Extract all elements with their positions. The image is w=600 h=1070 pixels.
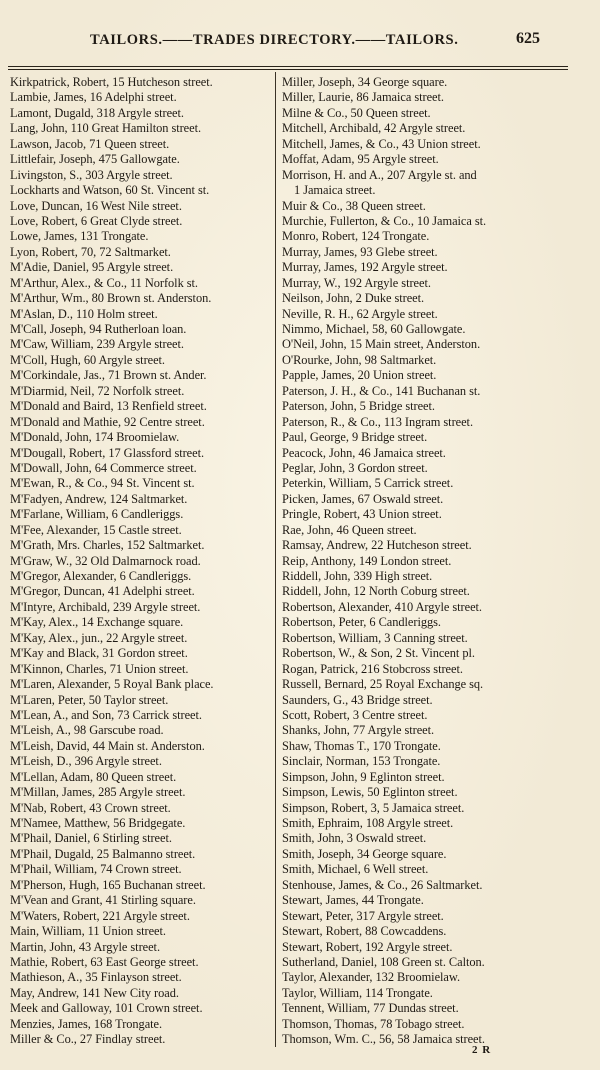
directory-entry: May, Andrew, 141 New City road. bbox=[10, 985, 179, 1000]
directory-entry: Stewart, Robert, 192 Argyle street. bbox=[282, 939, 453, 954]
directory-entry: Milne & Co., 50 Queen street. bbox=[282, 105, 431, 120]
running-header bbox=[20, 28, 580, 52]
directory-entry: Love, Duncan, 16 West Nile street. bbox=[10, 198, 182, 213]
directory-entry: Mathieson, A., 35 Finlayson street. bbox=[10, 970, 182, 985]
directory-entry: Peacock, John, 46 Jamaica street. bbox=[282, 445, 446, 460]
directory-entry: Paterson, J. H., & Co., 141 Buchanan st. bbox=[282, 383, 481, 398]
directory-entry: Tennent, William, 77 Dundas street. bbox=[282, 1001, 459, 1016]
directory-entry: Robertson, Alexander, 410 Argyle street. bbox=[282, 599, 482, 614]
directory-entry: Murray, James, 192 Argyle street. bbox=[282, 260, 448, 275]
directory-entry: Stewart, Peter, 317 Argyle street. bbox=[282, 908, 444, 923]
directory-entry: Papple, James, 20 Union street. bbox=[282, 368, 437, 383]
directory-entry: M'Donald, John, 174 Broomielaw. bbox=[10, 430, 180, 445]
directory-entry: Stewart, Robert, 88 Cowcaddens. bbox=[282, 924, 447, 939]
directory-entry: Miller, Joseph, 34 George square. bbox=[282, 75, 448, 89]
directory-entry: M'Diarmid, Neil, 72 Norfolk street. bbox=[10, 383, 185, 398]
directory-entry: Rogan, Patrick, 216 Stobcross street. bbox=[282, 661, 463, 676]
directory-entry: Paul, George, 9 Bridge street. bbox=[282, 430, 428, 445]
directory-entry: M'Call, Joseph, 94 Rutherloan loan. bbox=[10, 322, 187, 336]
directory-entry: M'Adie, Daniel, 95 Argyle street. bbox=[10, 260, 174, 275]
directory-entry: Saunders, G., 43 Bridge street. bbox=[282, 692, 433, 707]
directory-entry: Neilson, John, 2 Duke street. bbox=[282, 291, 425, 306]
directory-entry: Neville, R. H., 62 Argyle street. bbox=[282, 306, 438, 321]
right-column bbox=[282, 75, 560, 1048]
header-rule bbox=[8, 66, 568, 67]
directory-entry: Meek and Galloway, 101 Crown street. bbox=[10, 1001, 203, 1016]
directory-entry: Russell, Bernard, 25 Royal Exchange sq. bbox=[282, 677, 484, 692]
page-number: 625 bbox=[516, 30, 540, 47]
directory-entry: M'Lean, A., and Son, 73 Carrick street. bbox=[10, 707, 202, 722]
directory-entry: Peterkin, William, 5 Carrick street. bbox=[282, 476, 454, 491]
directory-entry: M'Graw, W., 32 Old Dalmarnock road. bbox=[10, 553, 201, 568]
directory-entry: M'Gregor, Duncan, 41 Adelphi street. bbox=[10, 584, 195, 599]
directory-entry: Shanks, John, 77 Argyle street. bbox=[282, 723, 435, 738]
directory-entry: M'Coll, Hugh, 60 Argyle street. bbox=[10, 352, 165, 367]
header-rule-thin bbox=[8, 69, 568, 70]
directory-entry: Stenhouse, James, & Co., 26 Saltmarket. bbox=[282, 877, 483, 892]
directory-entry: M'Arthur, Wm., 80 Brown st. Anderston. bbox=[10, 291, 212, 306]
directory-entry: O'Neil, John, 15 Main street, Anderston. bbox=[282, 337, 481, 352]
directory-entry: Simpson, Robert, 3, 5 Jamaica street. bbox=[282, 800, 465, 815]
directory-entry: M'Kinnon, Charles, 71 Union street. bbox=[10, 661, 189, 676]
directory-entry: Muir & Co., 38 Queen street. bbox=[282, 198, 426, 213]
directory-entry: Rae, John, 46 Queen street. bbox=[282, 522, 417, 537]
directory-entry: Nimmo, Michael, 58, 60 Gallowgate. bbox=[282, 322, 466, 336]
directory-entry: Lowe, James, 131 Trongate. bbox=[10, 229, 149, 244]
directory-entry: Paterson, John, 5 Bridge street. bbox=[282, 399, 435, 414]
page-title: TAILORS.——TRADES DIRECTORY.——TAILORS. bbox=[90, 32, 459, 48]
directory-entry: Murray, W., 192 Argyle street. bbox=[282, 275, 431, 290]
directory-entry: O'Rourke, John, 98 Saltmarket. bbox=[282, 352, 437, 367]
directory-entry: M'Ewan, R., & Co., 94 St. Vincent st. bbox=[10, 476, 195, 491]
directory-entry: M'Arthur, Alex., & Co., 11 Norfolk st. bbox=[10, 275, 198, 290]
directory-entry: M'Donald and Mathie, 92 Centre street. bbox=[10, 414, 205, 429]
directory-entry: Love, Robert, 6 Great Clyde street. bbox=[10, 213, 183, 228]
directory-entry: M'Caw, William, 239 Argyle street. bbox=[10, 337, 184, 352]
directory-entry: M'Laren, Alexander, 5 Royal Bank place. bbox=[10, 677, 214, 692]
directory-entry: Taylor, Alexander, 132 Broomielaw. bbox=[282, 970, 461, 985]
directory-entry: Martin, John, 43 Argyle street. bbox=[10, 939, 160, 954]
directory-entry: M'Phail, Dugald, 25 Balmanno street. bbox=[10, 846, 196, 861]
directory-entry: M'Millan, James, 285 Argyle street. bbox=[10, 785, 186, 800]
directory-entry: Main, William, 11 Union street. bbox=[10, 924, 166, 939]
directory-entry: Thomson, Wm. C., 56, 58 Jamaica street. bbox=[282, 1032, 485, 1047]
directory-entry: Lockharts and Watson, 60 St. Vincent st. bbox=[10, 183, 210, 198]
directory-entry: Smith, Ephraim, 108 Argyle street. bbox=[282, 816, 454, 830]
directory-entry: Picken, James, 67 Oswald street. bbox=[282, 491, 444, 506]
directory-entry: M'Donald and Baird, 13 Renfield street. bbox=[10, 399, 207, 414]
directory-entry: Robertson, W., & Son, 2 St. Vincent pl. bbox=[282, 646, 475, 661]
column-divider bbox=[275, 72, 276, 1047]
directory-entry: Monro, Robert, 124 Trongate. bbox=[282, 229, 430, 244]
directory-entry: M'Dougall, Robert, 17 Glassford street. bbox=[10, 445, 205, 460]
directory-entry: M'Fee, Alexander, 15 Castle street. bbox=[10, 522, 182, 537]
directory-entry: 1 Jamaica street. bbox=[294, 183, 376, 198]
directory-entry: M'Lellan, Adam, 80 Queen street. bbox=[10, 769, 177, 784]
directory-entry: M'Leish, A., 98 Garscube road. bbox=[10, 723, 164, 738]
directory-entry: Lyon, Robert, 70, 72 Saltmarket. bbox=[10, 244, 171, 259]
directory-entry: Moffat, Adam, 95 Argyle street. bbox=[282, 152, 439, 167]
directory-entry: M'Leish, David, 44 Main st. Anderston. bbox=[10, 738, 205, 753]
directory-entry: Mitchell, Archibald, 42 Argyle street. bbox=[282, 121, 466, 136]
directory-entry: Miller & Co., 27 Findlay street. bbox=[10, 1032, 166, 1047]
directory-entry: Stewart, James, 44 Trongate. bbox=[282, 893, 424, 908]
directory-entry: M'Farlane, William, 6 Candleriggs. bbox=[10, 507, 184, 522]
directory-entry: Peglar, John, 3 Gordon street. bbox=[282, 460, 428, 475]
directory-entry: M'Laren, Peter, 50 Taylor street. bbox=[10, 692, 169, 707]
directory-entry: M'Phail, William, 74 Crown street. bbox=[10, 862, 182, 877]
directory-entry: Mathie, Robert, 63 East George street. bbox=[10, 954, 199, 969]
directory-entry: M'Waters, Robert, 221 Argyle street. bbox=[10, 908, 190, 923]
directory-entry: Lambie, James, 16 Adelphi street. bbox=[10, 90, 177, 105]
directory-entry: Murray, James, 93 Glebe street. bbox=[282, 244, 438, 259]
directory-entry: Morrison, H. and A., 207 Argyle st. and bbox=[282, 167, 477, 182]
directory-entry: M'Vean and Grant, 41 Stirling square. bbox=[10, 893, 196, 908]
directory-entry: Smith, Joseph, 34 George square. bbox=[282, 846, 447, 861]
directory-entry: M'Namee, Matthew, 56 Bridgegate. bbox=[10, 816, 186, 830]
directory-entry: Simpson, Lewis, 50 Eglinton street. bbox=[282, 785, 458, 800]
directory-entry: Shaw, Thomas T., 170 Trongate. bbox=[282, 738, 441, 753]
directory-entry: M'Fadyen, Andrew, 124 Saltmarket. bbox=[10, 491, 188, 506]
directory-entry: Robertson, Peter, 6 Candleriggs. bbox=[282, 615, 441, 630]
directory-entry: Smith, Michael, 6 Well street. bbox=[282, 862, 429, 877]
directory-entry: M'Pherson, Hugh, 165 Buchanan street. bbox=[10, 877, 206, 892]
directory-entry: M'Phail, Daniel, 6 Stirling street. bbox=[10, 831, 172, 846]
directory-entry: Murchie, Fullerton, & Co., 10 Jamaica st. bbox=[282, 213, 487, 228]
directory-entry: Sinclair, Norman, 153 Trongate. bbox=[282, 754, 441, 769]
directory-entry: M'Gregor, Alexander, 6 Candleriggs. bbox=[10, 569, 192, 583]
directory-entry: M'Corkindale, Jas., 71 Brown st. Ander. bbox=[10, 368, 207, 383]
directory-entry: M'Leish, D., 396 Argyle street. bbox=[10, 754, 162, 769]
directory-entry: M'Aslan, D., 110 Holm street. bbox=[10, 306, 158, 321]
directory-entry: Taylor, William, 114 Trongate. bbox=[282, 985, 433, 1000]
left-column bbox=[10, 75, 272, 1048]
directory-entry: M'Nab, Robert, 43 Crown street. bbox=[10, 800, 171, 815]
directory-entry: Mitchell, James, & Co., 43 Union street. bbox=[282, 136, 481, 151]
directory-entry: Livingston, S., 303 Argyle street. bbox=[10, 167, 173, 182]
directory-entry: Miller, Laurie, 86 Jamaica street. bbox=[282, 90, 444, 105]
directory-entry: Lawson, Jacob, 71 Queen street. bbox=[10, 136, 170, 151]
directory-entry: Ramsay, Andrew, 22 Hutcheson street. bbox=[282, 538, 472, 553]
directory-entry: Lang, John, 110 Great Hamilton street. bbox=[10, 121, 202, 136]
directory-entry: M'Kay, Alex., jun., 22 Argyle street. bbox=[10, 630, 188, 645]
directory-entry: Thomson, Thomas, 78 Tobago street. bbox=[282, 1016, 465, 1031]
directory-entry: Smith, John, 3 Oswald street. bbox=[282, 831, 427, 846]
directory-entry: Paterson, R., & Co., 113 Ingram street. bbox=[282, 414, 473, 429]
directory-entry: Robertson, William, 3 Canning street. bbox=[282, 630, 468, 645]
directory-entry: Scott, Robert, 3 Centre street. bbox=[282, 707, 428, 722]
directory-entry: M'Intyre, Archibald, 239 Argyle street. bbox=[10, 599, 201, 614]
directory-entry: Reip, Anthony, 149 London street. bbox=[282, 553, 452, 568]
directory-entry: Riddell, John, 12 North Coburg street. bbox=[282, 584, 470, 599]
directory-entry: M'Dowall, John, 64 Commerce street. bbox=[10, 460, 197, 475]
signature-mark: 2 R bbox=[472, 1044, 492, 1056]
directory-entry: M'Kay and Black, 31 Gordon street. bbox=[10, 646, 188, 661]
directory-entry: M'Grath, Mrs. Charles, 152 Saltmarket. bbox=[10, 538, 205, 553]
directory-entry: Sutherland, Daniel, 108 Green st. Calton. bbox=[282, 954, 485, 969]
directory-entry: Menzies, James, 168 Trongate. bbox=[10, 1016, 163, 1031]
directory-entry: Kirkpatrick, Robert, 15 Hutcheson street. bbox=[10, 75, 213, 89]
directory-entry: Pringle, Robert, 43 Union street. bbox=[282, 507, 442, 522]
directory-entry: Riddell, John, 339 High street. bbox=[282, 569, 433, 583]
directory-entry: Simpson, John, 9 Eglinton street. bbox=[282, 769, 445, 784]
directory-entry: M'Kay, Alex., 14 Exchange square. bbox=[10, 615, 184, 630]
directory-entry: Lamont, Dugald, 318 Argyle street. bbox=[10, 105, 184, 120]
directory-entry: Littlefair, Joseph, 475 Gallowgate. bbox=[10, 152, 180, 167]
